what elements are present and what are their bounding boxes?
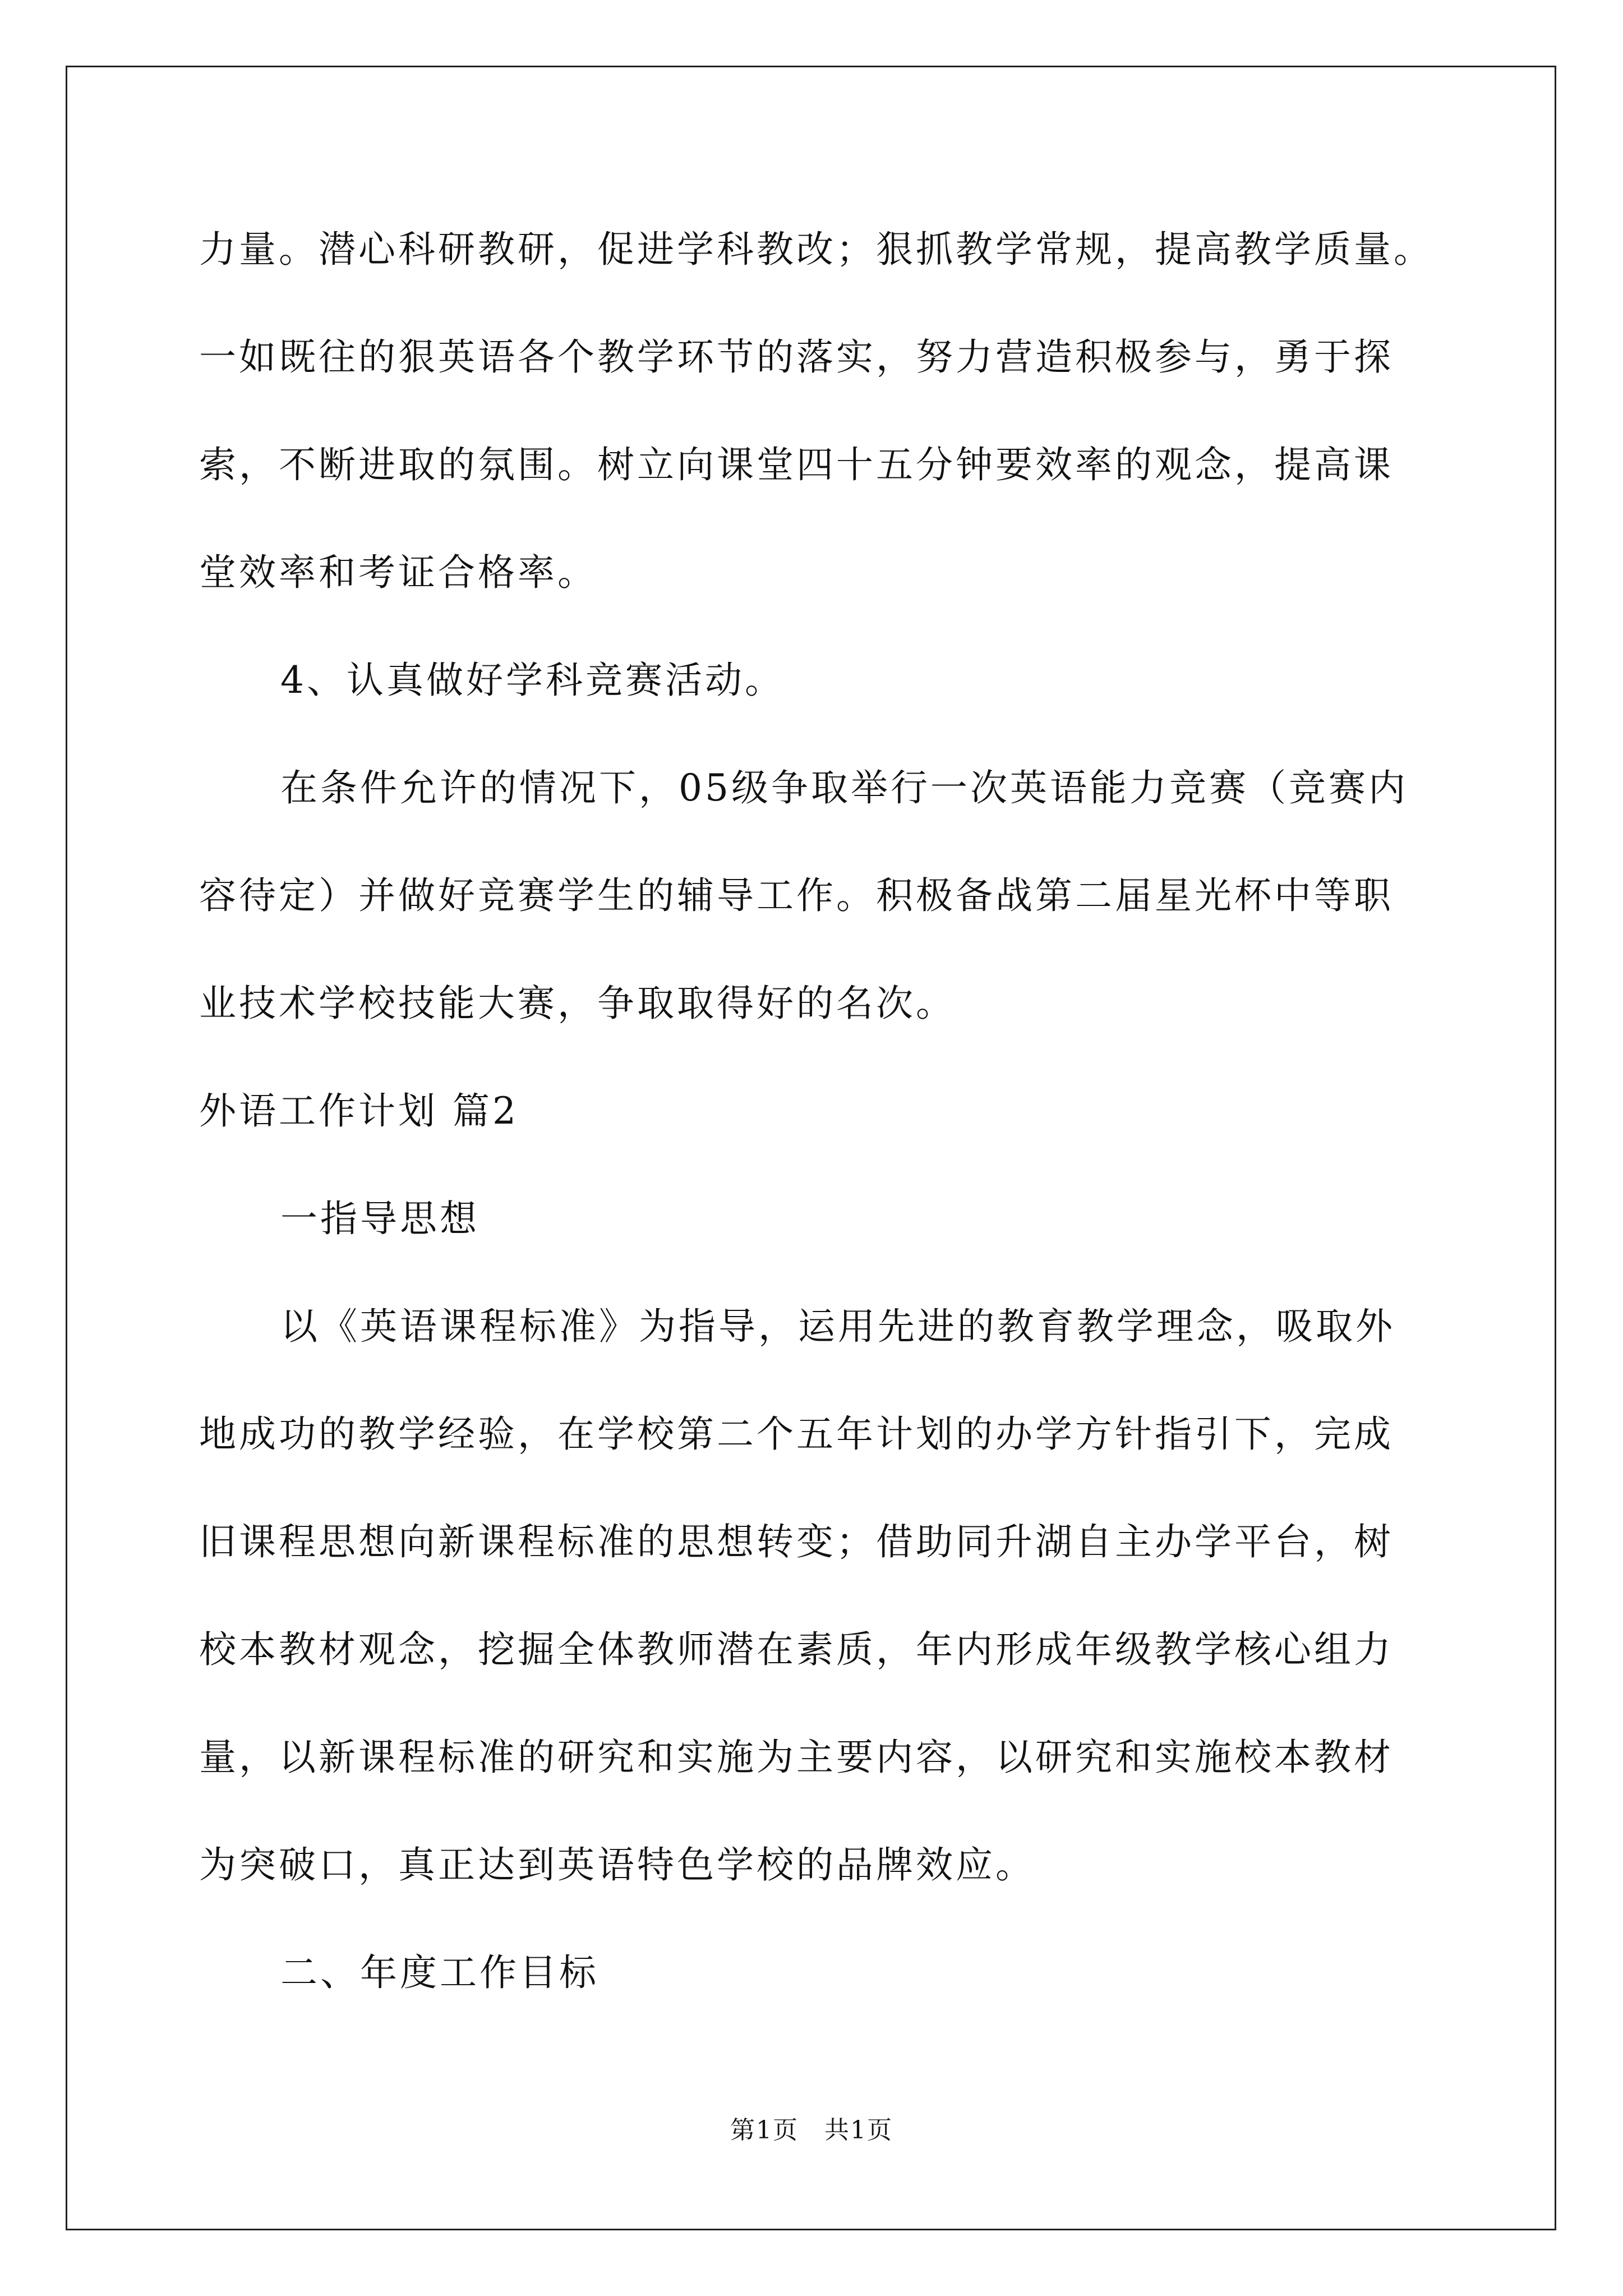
page-footer: 第1页 共1页: [730, 2116, 893, 2145]
body-line: 一如既往的狠英语各个教学环节的落实，努力营造积极参与，勇于探: [199, 335, 1394, 379]
article-title: 外语工作计划 篇2: [199, 1089, 519, 1133]
body-line: 力量。潜心科研教研，促进学科教改；狠抓教学常规，提高教学质量。: [199, 228, 1433, 271]
body-line: 旧课程思想向新课程标准的思想转变；借助同升湖自主办学平台，树: [199, 1520, 1394, 1563]
body-line: 校本教材观念，挖掘全体教师潜在素质，年内形成年级教学核心组力: [199, 1628, 1394, 1671]
section-heading: 一指导思想: [280, 1197, 479, 1240]
body-line: 以《英语课程标准》为指导，运用先进的教育教学理念，吸取外: [280, 1305, 1395, 1348]
body-line: 容待定）并做好竞赛学生的辅导工作。积极备战第二届星光杯中等职: [199, 874, 1394, 917]
section-heading: 二、年度工作目标: [280, 1951, 599, 1994]
body-line: 索，不断进取的氛围。树立向课堂四十五分钟要效率的观念，提高课: [199, 443, 1394, 486]
body-line: 地成功的教学经验，在学校第二个五年计划的办学方针指引下，完成: [199, 1412, 1394, 1456]
body-line: 业技术学校技能大赛，争取取得好的名次。: [199, 982, 956, 1025]
body-line: 堂效率和考证合格率。: [199, 551, 597, 594]
page-border: [66, 66, 1556, 2230]
body-line: 量，以新课程标准的研究和实施为主要内容，以研究和实施校本教材: [199, 1736, 1394, 1779]
body-line: 在条件允许的情况下，05级争取举行一次英语能力竞赛（竞赛内: [280, 766, 1408, 809]
section-heading: 4、认真做好学科竞赛活动。: [280, 659, 785, 702]
body-line: 为突破口，真正达到英语特色学校的品牌效应。: [199, 1843, 1035, 1887]
